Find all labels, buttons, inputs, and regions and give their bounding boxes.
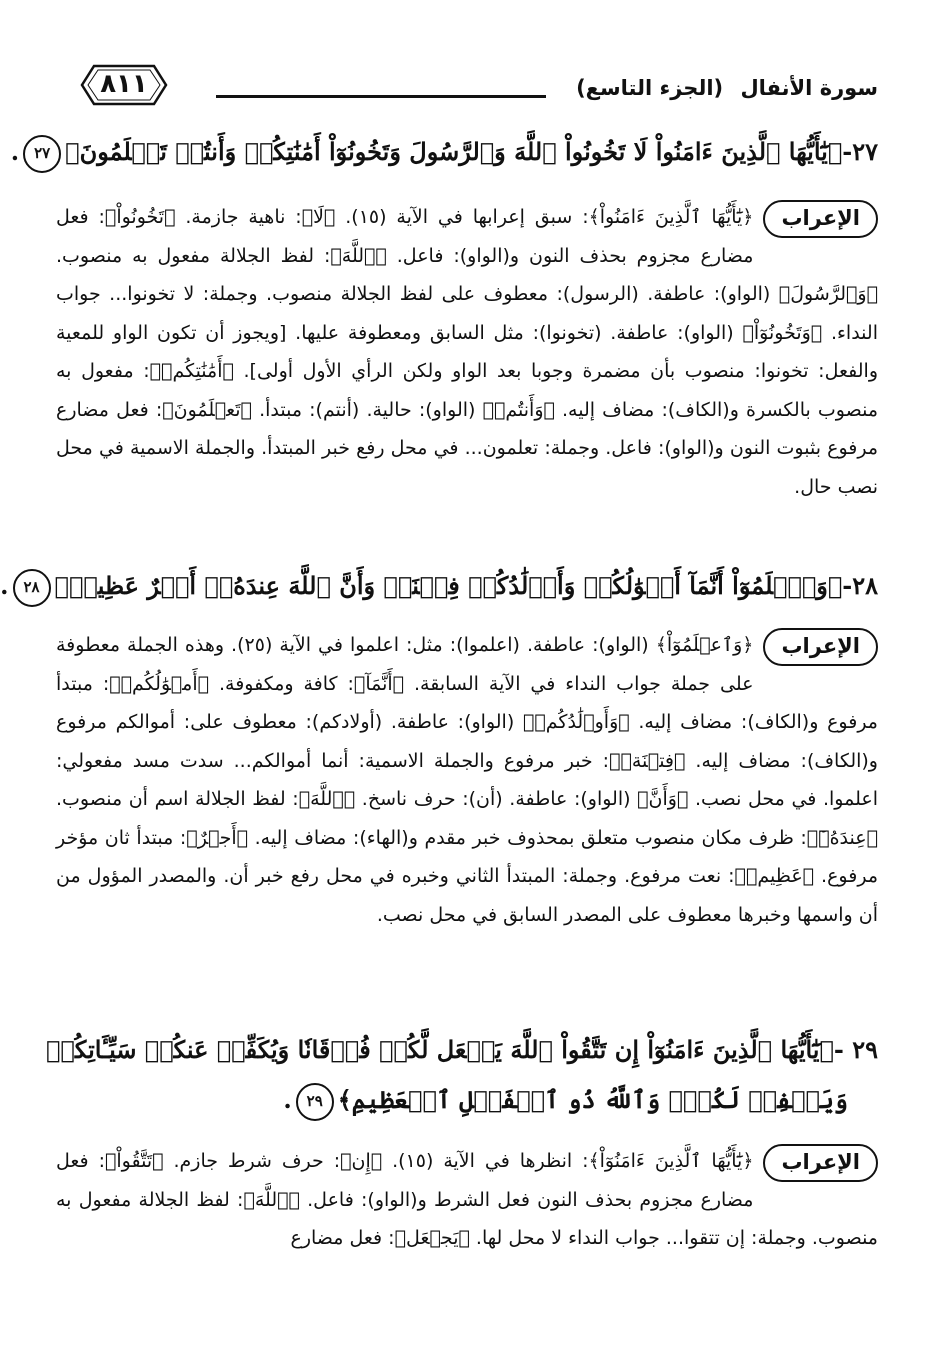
surah-name: سورة الأنفال [740,76,878,100]
irab-text: ﴿يَٰٓأَيُّهَا ٱلَّذِينَ ءَامَنُوٓاْ﴾: انظرها في الآية (١٥). ﴿إِن﴾: حرف شرط جازم. ﴿تَتَّقُواْ﴾: فعل مضارع مجزوم بحذف النون فعل الشرط و(الواو): فاعل. ﴿ٱللَّهَ﴾: لفظ الجلالة مفعول به منصوب. وجملة: إن تتقوا... جواب النداء لا محل لها. ﴿يَجۡعَل﴾: فعل مضارع [56,1150,878,1249]
verse-27: ٢٧-﴿يَٰٓأَيُّهَا ٱلَّذِينَ ءَامَنُواْ لَا تَخُونُواْ ٱللَّهَ وَٱلرَّسُولَ وَتَخُونُوٓاْ أَمَٰنَٰتِكُمۡ وَأَنتُمۡ تَعۡلَمُونَ﴾٢٧. [56,132,878,173]
verse-29-line-2: وَيَغۡفِرۡ لَكُمۡۗ وَٱللَّهُ ذُو ٱلۡفَضۡلِ ٱلۡعَظِيمِ﴾٢٩. [56,1080,878,1121]
irab-text: ﴿وَٱعۡلَمُوٓاْ﴾ (الواو): عاطفة. (اعلموا): مثل: اعلموا في الآية (٢٥). وهذه الجملة معطوفة على جملة جواب النداء في الآية السابقة. ﴿أَنَّمَآ﴾: كافة ومكفوفة. ﴿أَمۡوَٰلُكُمۡ﴾: مبتدأ مرفوع و(الكاف): مضاف إليه. ﴿وَأَوۡلَٰدُكُمۡ﴾ (الواو): عاطفة. (أولادكم): معطوف على: أموالكم مرفوع و(الكاف): مضاف إليه. ﴿فِتۡنَةٞ﴾: خبر مرفوع والجملة الاسمية: أنما أموالكم... سدت مسد مفعولي: اعلموا. في محل نصب. ﴿وَأَنَّ﴾ (الواو): عاطفة. (أن): حرف ناسخ. ﴿ٱللَّهَ﴾: لفظ الجلالة اسم أن منصوب. ﴿عِندَهُۥٓ﴾: ظرف مكان منصوب متعلق بمحذوف خبر مقدم و(الهاء): مضاف إليه. ﴿أَجۡرٌ﴾: مبتدأ ثان مؤخر مرفوع. ﴿عَظِيمٞ﴾: نعت مرفوع. وجملة: المبتدأ الثاني وخبره في محل رفع خبر أن. والمصدر المؤول من أن واسمها وخبرها معطوف على المصدر السابق في محل نصب. [56,634,878,926]
verse-text: ٢٨-﴿وَٱعۡلَمُوٓاْ أَنَّمَآ أَمۡوَٰلُكُمۡ وَأَوۡلَٰدُكُمۡ فِتۡنَةٞ وَأَنَّ ٱللَّهَ عِندَهُۥٓ أَجۡرٌ عَظِيمٞ [68,571,878,600]
irab-text: ﴿يَٰٓأَيُّهَا ٱلَّذِينَ ءَامَنُواْ﴾: سبق إعرابها في الآية (١٥). ﴿لَا﴾: ناهية جازمة. ﴿تَخُونُواْ﴾: فعل مضارع مجزوم بحذف النون و(الواو): فاعل. ﴿ٱللَّهَ﴾: لفظ الجلالة مفعول به منصوب. ﴿وَٱلرَّسُولَ﴾ (الواو): عاطفة. (الرسول): معطوف على لفظ الجلالة منصوب. وجملة: لا تخونوا... جواب النداء. ﴿وَتَخُونُوٓاْ﴾ (الواو): عاطفة. (تخونوا): مثل السابق ومعطوفة عليها. [ويجوز أن تكون الواو للمعية والفعل: تخونوا: منصوب بأن مضمرة وجوبا بعد الواو ولكن الرأي الأول أولى]. ﴿أَمَٰنَٰتِكُمۡ﴾: مفعول به منصوب بالكسرة و(الكاف): مضاف إليه. ﴿وَأَنتُمۡ﴾ (الواو): حالية. (أنتم): مبتدأ. ﴿تَعۡلَمُونَ﴾: فعل مضارع مرفوع بثبوت النون و(الواو): فاعل. وجملة: تعلمون... في محل رفع خبر المبتدأ. والجملة الاسمية في محل نصب حال. [56,206,878,498]
irab-block-27 [56,198,878,506]
juz-label: (الجزء التاسع) [576,76,724,100]
irab-label: الإعراب [763,628,878,666]
header-title [576,76,878,100]
irab-block-29 [56,1142,878,1258]
verse-text: ٢٧-﴿يَٰٓأَيُّهَا ٱلَّذِينَ ءَامَنُواْ لَا تَخُونُواْ ٱللَّهَ وَٱلرَّسُولَ وَتَخُونُوٓاْ أَمَٰنَٰتِكُمۡ وَأَنتُمۡ تَعۡلَمُونَ [79,137,878,166]
irab-label: الإعراب [763,200,878,238]
ayah-number-mark: ٢٩ [296,1083,334,1121]
ayah-number-mark: ٢٧ [23,135,61,173]
verse-28: ٢٨-﴿وَٱعۡلَمُوٓاْ أَنَّمَآ أَمۡوَٰلُكُمۡ وَأَوۡلَٰدُكُمۡ فِتۡنَةٞ وَأَنَّ ٱللَّهَ عِندَهُۥٓ أَجۡرٌ عَظِيمٞ﴾٢٨. [56,566,878,607]
page-number-badge [80,64,168,106]
verse-29-line-1 [46,1030,878,1070]
verse-text: وَيَغۡفِرۡ لَكُمۡۗ وَٱللَّهُ ذُو ٱلۡفَضۡلِ ٱلۡعَظِيمِ [351,1085,848,1114]
page-number: ٨١١ [100,69,148,99]
ayah-number-mark: ٢٨ [13,569,51,607]
header-rule [216,95,546,98]
verse-text: ٢٩ -﴿يَٰٓأَيُّهَا ٱلَّذِينَ ءَامَنُوٓاْ إِن تَتَّقُواْ ٱللَّهَ يَجۡعَل لَّكُمۡ فُرۡقَانٗا وَيُكَفِّرۡ عَنكُمۡ سَيِّـَٔاتِكُمۡ [46,1035,878,1064]
irab-label: الإعراب [763,1144,878,1182]
irab-block-28 [56,626,878,934]
page-header [56,56,878,116]
